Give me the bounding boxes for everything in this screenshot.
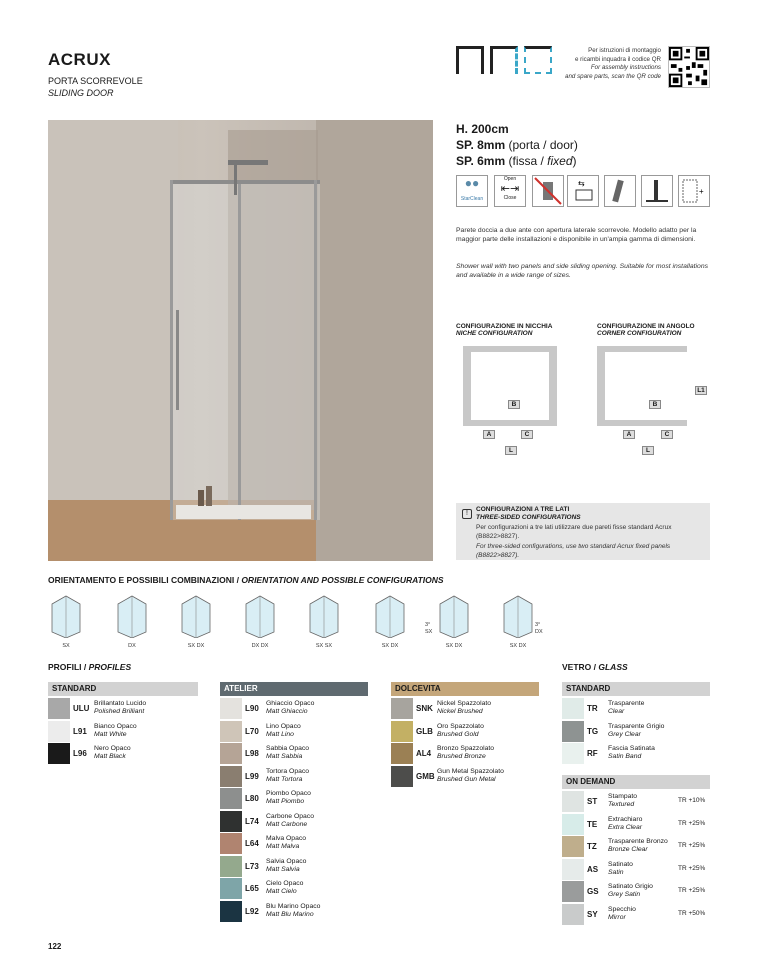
- orientation-label: DX: [128, 643, 136, 649]
- swatch-name: Trasparente Grigio Grey Clear: [608, 722, 665, 738]
- price-surcharge: TR +50%: [678, 909, 706, 917]
- orientation-title: ORIENTAMENTO E POSSIBILI COMBINAZIONI / ORIENTATION AND POSSIBLE CONFIGURATIONS: [48, 575, 444, 585]
- qr-instructions: Per istruzioni di montaggio e ricambi inquadra il codice QR For assembly instructions and spare parts, scan the QR code: [565, 47, 661, 80]
- atelier-header: ATELIER: [220, 682, 368, 696]
- swatch-code: GS: [587, 887, 599, 896]
- info-icon: !: [462, 509, 472, 519]
- subtitle-it: PORTA SCORREVOLE: [48, 76, 143, 86]
- color-swatch: [48, 721, 70, 742]
- color-swatch: [562, 881, 584, 902]
- qr-code-icon[interactable]: [668, 46, 710, 88]
- color-swatch: [48, 743, 70, 764]
- swatch-code: AS: [587, 864, 599, 874]
- swatch-name: Blu Marino Opaco Matt Blu Marino: [266, 902, 321, 918]
- orientation-diagram: [178, 592, 214, 649]
- swatch-row: [220, 721, 370, 744]
- swatch-code: L80: [245, 794, 259, 803]
- spec-thickness-fixed: SP. 6mm (fissa / fixed): [456, 154, 577, 168]
- swatch-code: L96: [73, 749, 87, 758]
- orientation-diagram: [114, 592, 150, 649]
- orientation-label: SX SX: [315, 643, 333, 649]
- swatch-name: Carbone Opaco Matt Carbone: [266, 812, 314, 828]
- swatch-name: Nero Opaco Matt Black: [94, 745, 131, 760]
- swatch-row: [220, 878, 370, 901]
- swatch-name: Oro Spazzolato Brushed Gold: [437, 722, 484, 738]
- swatch-code: AL4: [416, 749, 432, 758]
- swatch-row: [220, 766, 370, 789]
- swatch-row: [220, 811, 370, 834]
- color-swatch: [562, 791, 584, 812]
- subtitle-en: SLIDING DOOR: [48, 88, 114, 98]
- swatch-name: Bronzo Spazzolato Brushed Bronze: [437, 745, 495, 760]
- swatch-code: L99: [245, 771, 259, 781]
- sliding-icon: [567, 175, 599, 207]
- swatch-name: Sabbia Opaco Matt Sabbia: [266, 745, 310, 760]
- swatch-code: GLB: [416, 726, 433, 736]
- swatch-code: GMB: [416, 771, 435, 781]
- swatch-code: L70: [245, 726, 259, 736]
- swatch-row: [562, 904, 712, 927]
- side-3-left: 3° SX: [425, 622, 433, 635]
- swatch-code: L91: [73, 726, 87, 736]
- swatch-name: Fascia Satinata Satin Band: [608, 745, 655, 760]
- swatch-name: Stampato Textured: [608, 793, 638, 808]
- extension-profile-icon: [678, 175, 710, 207]
- swatch-row: [562, 721, 712, 744]
- swatch-code: SY: [587, 909, 598, 919]
- swatch-name: Piombo Opaco Matt Piombo: [266, 790, 311, 805]
- color-swatch: [48, 698, 70, 719]
- swatch-code: TE: [587, 819, 598, 829]
- swatch-code: TZ: [587, 842, 597, 851]
- swatch-row: [562, 881, 712, 904]
- price-surcharge: TR +10%: [678, 797, 706, 804]
- orientation-label: SX DX: [187, 643, 205, 649]
- description-it: Parete doccia a due ante con apertura laterale scorrevole. Modello adatto per la maggior parte delle installazioni e disponibile in un'ampia gamma di dimensioni.: [456, 227, 697, 243]
- color-swatch: [220, 721, 242, 742]
- swatch-row: [562, 836, 712, 859]
- color-swatch: [220, 811, 242, 832]
- glass-ondemand-header: ON DEMAND: [562, 775, 710, 789]
- swatch-name: Malva Opaco Matt Malva: [266, 835, 307, 850]
- swatch-code: TR: [587, 704, 598, 713]
- swatch-code: L65: [245, 884, 259, 893]
- price-surcharge: TR +25%: [678, 819, 706, 827]
- orientation-diagram: [306, 592, 342, 649]
- three-sided-box: ! CONFIGURAZIONI A TRE LATI THREE-SIDED CONFIGURATIONS Per configurazioni a tre lati utilizzare due pareti fisse standard Acrux (B8822>8827). For three-sided configurations, use two standard Acrux fixed panels (B8822>8827).: [456, 503, 710, 560]
- glass-title: VETRO / GLASS: [562, 662, 628, 672]
- niche-diagram: B A C L: [463, 346, 557, 426]
- reversible-panel-icon: [604, 175, 636, 207]
- orientation-diagram: [48, 592, 84, 649]
- swatch-code: L64: [245, 839, 259, 848]
- dolcevita-header: DOLCEVITA: [391, 682, 539, 696]
- swatch-name: Trasparente Clear: [608, 700, 645, 715]
- swatch-row: [48, 721, 198, 744]
- swatch-name: Satinato Satin: [608, 860, 633, 876]
- swatch-name: Bianco Opaco Matt White: [94, 722, 137, 738]
- wall-mount-icon: [641, 175, 673, 207]
- color-swatch: [391, 721, 413, 742]
- color-swatch: [220, 698, 242, 719]
- color-swatch: [391, 766, 413, 787]
- orientation-diagram: [372, 592, 408, 649]
- swatch-row: [220, 833, 370, 856]
- color-swatch: [220, 856, 242, 877]
- color-swatch: [220, 743, 242, 764]
- color-swatch: [391, 743, 413, 764]
- swatch-name: Cielo Opaco Matt Cielo: [266, 880, 304, 895]
- color-swatch: [562, 836, 584, 857]
- spec-thickness-door: SP. 8mm (porta / door): [456, 138, 578, 152]
- svg-text:⇆: ⇆: [578, 179, 585, 188]
- starclean-icon: ●● StarClean: [456, 175, 488, 207]
- spec-height: H. 200cm: [456, 122, 509, 136]
- swatch-name: Gun Metal Spazzolato Brushed Gun Metal: [437, 767, 504, 783]
- swatch-row: [220, 901, 370, 924]
- glass-standard-header: STANDARD: [562, 682, 710, 696]
- corner-config-title: CONFIGURAZIONE IN ANGOLO CORNER CONFIGURATION: [597, 323, 695, 337]
- swatch-code: SNK: [416, 704, 433, 713]
- swatch-name: Specchio Mirror: [608, 905, 636, 921]
- swatch-name: Lino Opaco Matt Lino: [266, 722, 301, 738]
- swatch-row: [391, 698, 541, 721]
- color-swatch: [562, 814, 584, 835]
- open-close-icon: Open ⇤⇥ Close: [494, 175, 526, 207]
- price-surcharge: TR +25%: [678, 842, 706, 849]
- orientation-diagram: [500, 592, 536, 649]
- side-3-right: 3° DX: [535, 622, 543, 635]
- swatch-code: ST: [587, 797, 598, 806]
- niche-logo-icon: [456, 46, 484, 74]
- swatch-code: TG: [587, 726, 599, 736]
- swatch-row: [391, 743, 541, 766]
- orientation-diagram: [436, 592, 472, 649]
- swatch-row: [48, 743, 198, 766]
- color-swatch: [220, 901, 242, 922]
- swatch-name: Satinato Grigio Grey Satin: [608, 883, 653, 898]
- swatch-code: ULU: [73, 704, 90, 713]
- price-surcharge: TR +25%: [678, 864, 706, 872]
- swatch-name: Trasparente Bronzo Bronze Clear: [608, 838, 668, 853]
- corner-diagram: B A C L L1: [597, 346, 691, 426]
- swatch-row: [562, 698, 712, 721]
- swatch-name: Tortora Opaco Matt Tortora: [266, 767, 310, 783]
- description-en: Shower wall with two panels and side sliding opening. Suitable for most installations and available in a wide range of sizes.: [456, 263, 709, 279]
- swatch-code: L74: [245, 816, 259, 826]
- color-swatch: [220, 766, 242, 787]
- product-photo: [48, 120, 433, 561]
- color-swatch: [220, 878, 242, 899]
- color-swatch: [220, 833, 242, 854]
- swatch-name: Nickel Spazzolato Nickel Brushed: [437, 700, 492, 715]
- color-swatch: [562, 904, 584, 925]
- swatch-row: [220, 788, 370, 811]
- swatch-name: Extrachiaro Extra Clear: [608, 815, 643, 831]
- price-surcharge: TR +25%: [678, 887, 706, 894]
- swatch-row: [220, 743, 370, 766]
- swatch-code: RF: [587, 749, 598, 758]
- swatch-name: Ghiaccio Opaco Matt Ghiaccio: [266, 700, 315, 715]
- swatch-row: [562, 791, 712, 814]
- color-swatch: [391, 698, 413, 719]
- swatch-code: L73: [245, 861, 259, 871]
- swatch-code: L90: [245, 704, 259, 713]
- color-swatch: [562, 698, 584, 719]
- swatch-name: Salvia Opaco Matt Salvia: [266, 857, 307, 873]
- swatch-row: [48, 698, 198, 721]
- color-swatch: [562, 859, 584, 880]
- page-number: 122: [48, 942, 62, 951]
- color-swatch: [562, 743, 584, 764]
- swatch-row: [220, 856, 370, 879]
- orientation-label: DX DX: [251, 643, 269, 649]
- swatch-row: [391, 721, 541, 744]
- swatch-row: [562, 814, 712, 837]
- swatch-row: [220, 698, 370, 721]
- swatch-code: L98: [245, 749, 259, 758]
- color-swatch: [220, 788, 242, 809]
- swatch-row: [391, 766, 541, 789]
- product-title: ACRUX: [48, 50, 111, 69]
- swatch-code: L92: [245, 906, 259, 916]
- swatch-row: [562, 743, 712, 766]
- orientation-label: SX DX: [381, 643, 399, 649]
- orientation-label: SX: [62, 643, 70, 649]
- corner-logo-icon: [490, 46, 518, 74]
- orientation-diagram: [242, 592, 278, 649]
- profiles-title: PROFILI / PROFILES: [48, 662, 132, 672]
- swatch-row: [562, 859, 712, 882]
- niche-config-title: CONFIGURAZIONE IN NICCHIA NICHE CONFIGURATION: [456, 323, 553, 337]
- svg-text:+: +: [699, 187, 704, 196]
- profiles-standard-header: STANDARD: [48, 682, 198, 696]
- color-swatch: [562, 721, 584, 742]
- orientation-label: SX DX: [445, 643, 463, 649]
- no-reversible-icon: [532, 175, 564, 207]
- swatch-name: Brillantato Lucido Polished Brilliant: [94, 700, 147, 715]
- orientation-label: SX DX: [509, 643, 527, 649]
